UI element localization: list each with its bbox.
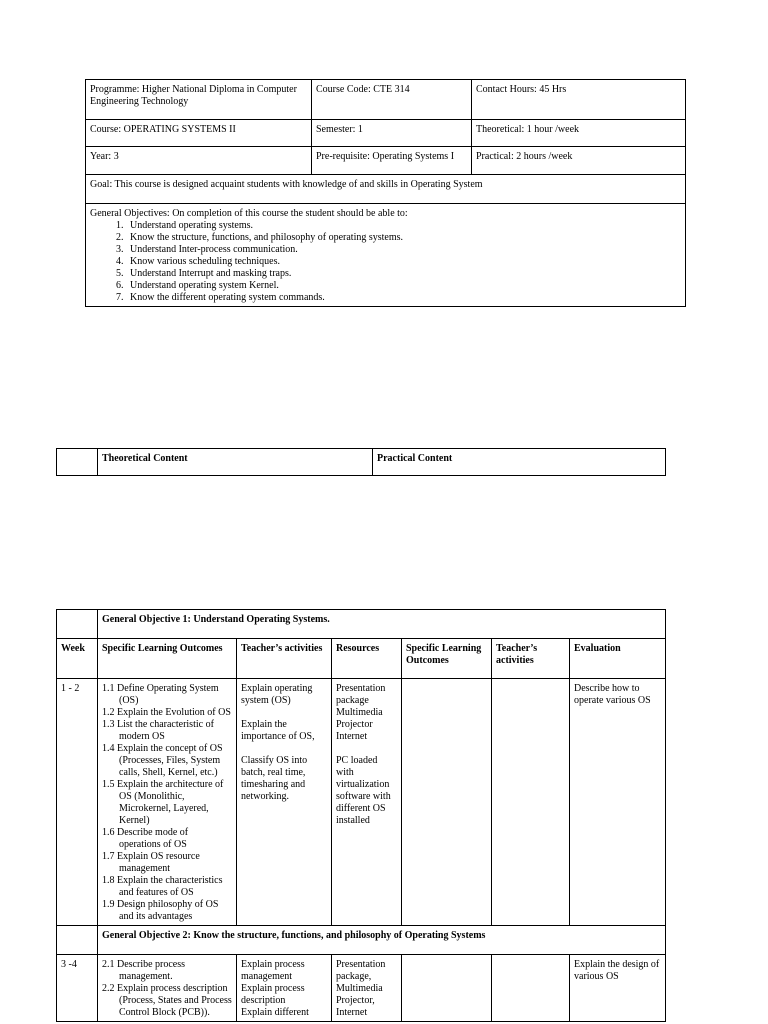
- header-evaluation: Evaluation: [570, 639, 666, 679]
- outcome-item: 1.7 Explain OS resource management: [102, 851, 200, 874]
- outcome-item: 1.1 Define Operating System (OS): [102, 683, 219, 706]
- resources-cell: [332, 679, 402, 926]
- header-practical-teachers-activities: Teacher’s activities: [492, 639, 570, 679]
- evaluation-cell: Explain the design of various OS: [570, 955, 666, 1022]
- theoretical-content-heading: Theoretical Content: [98, 449, 373, 476]
- teacher-activity: Explain process description: [241, 983, 305, 1006]
- resource-item: Presentation package: [336, 683, 386, 706]
- resource-item: Multimedia Projector,: [336, 983, 383, 1006]
- header-resources: Resources: [332, 639, 402, 679]
- resources-cell: [332, 955, 402, 1022]
- outcome-item: 1.2 Explain the Evolution of OS: [102, 707, 231, 718]
- practical-hours-cell: Practical: 2 hours /week: [472, 147, 686, 175]
- objective-item: 3. Understand Inter-process communication.: [126, 244, 681, 256]
- teacher-activity: Explain process management: [241, 959, 305, 982]
- header-week: Week: [57, 639, 98, 679]
- teacher-activities-cell: [237, 955, 332, 1022]
- practical-activities-cell: [492, 955, 570, 1022]
- objectives-intro: General Objectives: On completion of this course the student should be able to:: [90, 208, 408, 219]
- resource-item: Internet: [336, 731, 368, 742]
- learning-outcomes-table: [56, 609, 666, 1022]
- outcome-item: 1.4 Explain the concept of OS (Processes, Files, System calls, Shell, Kernel, etc.): [102, 743, 223, 778]
- practical-outcomes-cell: [402, 955, 492, 1022]
- general-objectives-cell: [86, 204, 686, 307]
- objective-item: 5. Understand Interrupt and masking traps.: [126, 268, 681, 280]
- outcome-item: 1.8 Explain the characteristics and features of OS: [102, 875, 223, 898]
- general-objective-1: General Objective 1: Understand Operating Systems.: [98, 610, 666, 639]
- teacher-activity: Explain operating system (OS): [241, 683, 313, 706]
- practical-activities-cell: [492, 679, 570, 926]
- prerequisite-cell: Pre-requisite: Operating Systems I: [312, 147, 472, 175]
- objective-item: 6. Understand operating system Kernel.: [126, 280, 681, 292]
- objective-item: 1. Understand operating systems.: [126, 220, 681, 232]
- teacher-activity: Explain different: [241, 1007, 309, 1018]
- outcome-item: 1.5 Explain the architecture of OS (Monolithic, Microkernel, Layered, Kernel): [102, 779, 224, 826]
- outcome-item: 1.9 Design philosophy of OS and its advantages: [102, 899, 219, 922]
- general-objective-2: General Objective 2: Know the structure, functions, and philosophy of Operating Systems: [98, 926, 666, 955]
- resource-item: Presentation package,: [336, 959, 386, 982]
- outcomes-list: [102, 683, 232, 923]
- year-cell: Year: 3: [86, 147, 312, 175]
- outcomes-cell: [98, 679, 237, 926]
- practical-outcomes-cell: [402, 679, 492, 926]
- week-cell: 1 - 2: [57, 679, 98, 926]
- blank-cell: [57, 449, 98, 476]
- theoretical-hours-cell: Theoretical: 1 hour /week: [472, 120, 686, 147]
- resource-item: PC loaded with virtualization software with different OS installed: [336, 755, 391, 826]
- resource-item: Multimedia Projector: [336, 707, 383, 730]
- outcome-item: 1.3 List the characteristic of modern OS: [102, 719, 214, 742]
- evaluation-cell: Describe how to operate various OS: [570, 679, 666, 926]
- outcomes-list: [102, 959, 232, 1019]
- week-cell: 3 -4: [57, 955, 98, 1022]
- header-practical-outcomes: Specific Learning Outcomes: [402, 639, 492, 679]
- outcome-item: 2.2 Explain process description (Process, States and Process Control Block (PCB)).: [102, 983, 232, 1018]
- course-info-table: [85, 79, 686, 307]
- blank-cell: [57, 926, 98, 955]
- contact-hours-cell: Contact Hours: 45 Hrs: [472, 80, 686, 120]
- teacher-activity: Classify OS into batch, real time, timesharing and networking.: [241, 755, 308, 802]
- resource-item: Internet: [336, 1007, 368, 1018]
- practical-content-heading: Practical Content: [373, 449, 666, 476]
- goal-cell: Goal: This course is designed acquaint students with knowledge of and skills in Operating System: [86, 175, 686, 204]
- blank-cell: [57, 610, 98, 639]
- course-code-cell: Course Code: CTE 314: [312, 80, 472, 120]
- header-specific-learning-outcomes: Specific Learning Outcomes: [98, 639, 237, 679]
- teacher-activity: Explain the importance of OS,: [241, 719, 315, 742]
- objective-item: 7. Know the different operating system commands.: [126, 292, 681, 304]
- outcomes-cell: [98, 955, 237, 1022]
- teacher-activities-cell: [237, 679, 332, 926]
- course-cell: Course: OPERATING SYSTEMS II: [86, 120, 312, 147]
- programme-cell: Programme: Higher National Diploma in Computer Engineering Technology: [86, 80, 312, 120]
- outcome-item: 2.1 Describe process management.: [102, 959, 186, 982]
- outcome-item: 1.6 Describe mode of operations of OS: [102, 827, 189, 850]
- objectives-list: [90, 220, 681, 304]
- objective-item: 2. Know the structure, functions, and philosophy of operating systems.: [126, 232, 681, 244]
- content-heading-table: [56, 448, 666, 476]
- objective-item: 4. Know various scheduling techniques.: [126, 256, 681, 268]
- header-teachers-activities: Teacher’s activities: [237, 639, 332, 679]
- semester-cell: Semester: 1: [312, 120, 472, 147]
